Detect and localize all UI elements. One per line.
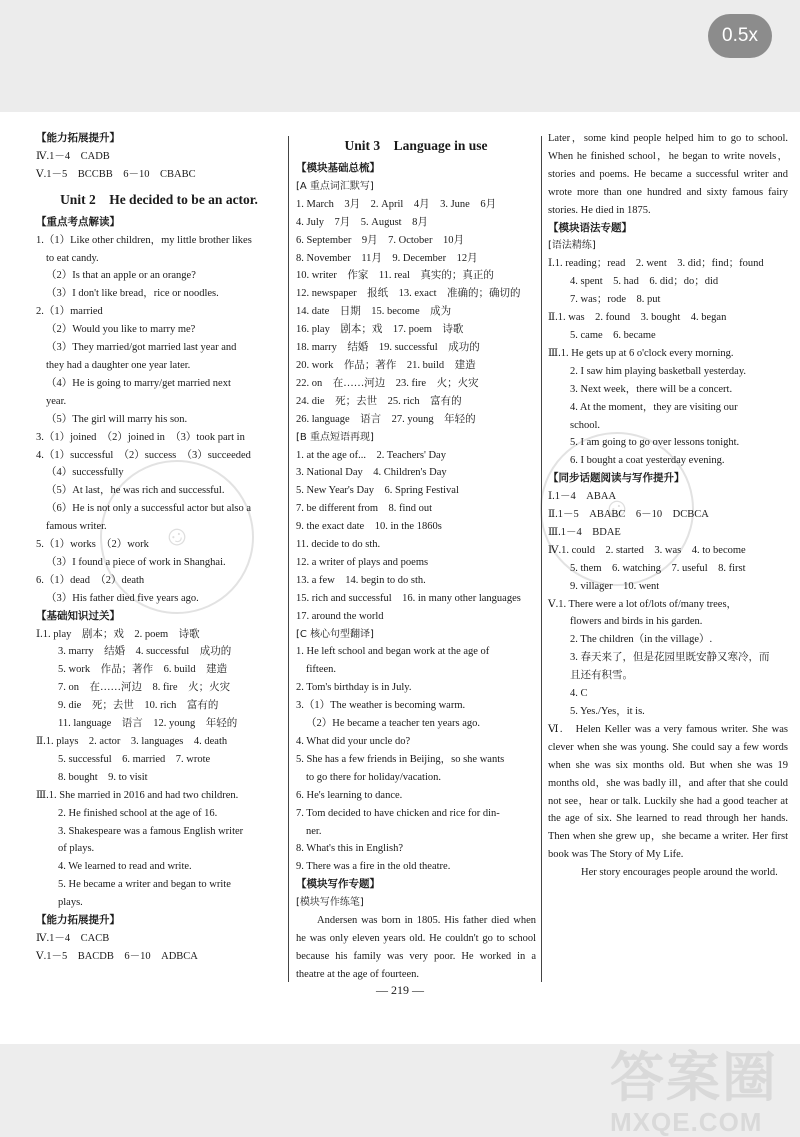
column-divider	[288, 136, 289, 982]
answer-line: 5. She has a few friends in Beijing，so she wants	[296, 753, 505, 765]
answer-line: 2. He finished school at the age of 16.	[58, 807, 218, 819]
answer-line: （3）I found a piece of work in Shanghai.	[46, 556, 226, 568]
section-heading: 【同步话题阅读与写作提升】	[548, 472, 685, 485]
answer-line: 3.（1）The weather is becoming warm.	[296, 700, 466, 712]
answer-line: to eat candy.	[46, 252, 99, 264]
answer-line: 4. At the moment，they are visiting our	[570, 401, 738, 413]
answer-line: 16. play 剧本；戏 17. poem 诗歌	[296, 324, 464, 336]
answer-line: 5. them 6. watching 7. useful 8. first	[570, 562, 746, 574]
answer-line: 6.（1）dead （2）death	[36, 574, 145, 586]
answer-line: flowers and birds in his garden.	[570, 616, 703, 628]
answer-line: school.	[570, 419, 601, 431]
answer-line: Ⅱ.1. plays 2. actor 3. languages 4. death	[36, 736, 228, 747]
answer-line: year.	[46, 395, 67, 407]
answer-line: Ⅰ.1. reading；read 2. went 3. did；find；found	[548, 258, 764, 270]
answer-line: 20. work 作品；著作 21. build 建造	[296, 359, 476, 371]
subsection-heading: [模块写作练笔]	[296, 897, 364, 909]
answer-line: 10. writer 作家 11. real 真实的；真正的	[296, 270, 494, 282]
section-heading: 【重点考点解读】	[36, 215, 120, 228]
answer-line: （4）He is going to marry/get married next	[46, 377, 231, 389]
subsection-heading: [A 重点词汇默写]	[296, 180, 374, 192]
answer-line: 4. July 7月 5. August 8月	[296, 216, 428, 228]
essay-paragraph: Later，some kind people helped him to go to school. When he finished school，he began to write novels，stories and poems. He became a successful writer and wrote more than one hundred and sixty famous fairy stories. He died in 1875.	[548, 133, 788, 216]
answer-line: 5. New Year's Day 6. Spring Festival	[296, 485, 459, 497]
answer-line: 2.（1）married	[36, 306, 103, 318]
answer-line: 9. the exact date 10. in the 1860s	[296, 521, 442, 533]
answer-line: 3. Shakespeare was a famous English writer	[58, 825, 244, 837]
answer-line: （3）They married/got married last year and	[46, 342, 237, 354]
answer-line: ner.	[306, 825, 322, 837]
answer-line: 5. I am going to go over lessons tonight.	[570, 437, 740, 449]
answer-line: 15. rich and successful 16. in many other languages	[296, 592, 521, 604]
essay-paragraph: Ⅵ. Helen Keller was a very famous writer. She was clever when she was young. She could say a few words when she was six months old. But when she was 19 months old，she was badly ill，and after that she could not see，hear or talk. Luckily she had a good teacher at the age of six. She learned to read through her hands. Then when she grew up，she became a writer. Her first book was The Story of My Life.	[548, 723, 788, 861]
answer-line: 3. National Day 4. Children's Day	[296, 467, 447, 479]
answer-line: （2）Would you like to marry me?	[46, 324, 196, 336]
zoom-level-button[interactable]: 0.5x	[708, 14, 772, 58]
answer-line: 2. Tom's birthday is in July.	[296, 682, 412, 694]
section-heading: 【模块基础总梳】	[296, 162, 380, 174]
answer-line: 1. at the age of... 2. Teachers' Day	[296, 449, 446, 461]
answer-line: 24. die 死；去世 25. rich 富有的	[296, 395, 462, 407]
column-middle	[296, 130, 536, 984]
answer-line: 7. on 在……河边 8. fire 火；火灾	[58, 682, 231, 694]
answer-line: 12. newspaper 报纸 13. exact 准确的；确切的	[296, 288, 521, 300]
answer-line: Ⅴ.1－5 BACDB 6－10 ADBCA	[36, 950, 198, 962]
section-heading: 【能力拓展提升】	[36, 132, 120, 144]
answer-line: 8. November 11月 9. December 12月	[296, 252, 478, 264]
answer-line: 2. The children（in the village）.	[570, 634, 713, 646]
stamp-watermark-left: ☺	[72, 432, 282, 642]
answer-line: 22. on 在……河边 23. fire 火；火灾	[296, 377, 479, 389]
answer-line: 8. What's this in English?	[296, 843, 403, 855]
answer-line: 13. a few 14. begin to do sth.	[296, 574, 426, 586]
column-left	[36, 130, 282, 966]
answer-line: 3. Next week，there will be a concert.	[570, 383, 733, 395]
answer-line: 7. Tom decided to have chicken and rice for din-	[296, 807, 500, 819]
answer-line: they had a daughter one year later.	[46, 359, 191, 371]
answer-line: 14. date 日期 15. become 成为	[296, 306, 452, 318]
answer-line: 11. decide to do sth.	[296, 539, 381, 551]
answer-line: （2）Is that an apple or an orange?	[46, 270, 196, 282]
answer-line: 6. I bought a coat yesterday evening.	[570, 455, 725, 467]
answer-line: to go there for holiday/vacation.	[306, 771, 441, 783]
answer-line: 7. be different from 8. find out	[296, 503, 432, 515]
answer-line: Ⅰ.1. play 剧本；戏 2. poem 诗歌	[36, 628, 200, 640]
logo-url: MXQE.COM	[610, 1107, 763, 1137]
answer-line: 5. came 6. became	[570, 329, 656, 341]
answer-line: 1. He left school and began work at the age of	[296, 646, 490, 658]
answer-line: 1. March 3月 2. April 4月 3. June 6月	[296, 198, 497, 210]
section-heading: 【基础知识过关】	[36, 609, 120, 622]
answer-line: （3）I don't like bread，rice or noodles.	[46, 288, 219, 300]
answer-line: 3.（1）joined （2）joined in （3）took part in	[36, 431, 245, 443]
answer-line: 17. around the world	[296, 610, 384, 622]
answer-line: （6）He is not only a successful actor but also a	[46, 503, 251, 515]
answer-line: plays.	[58, 897, 83, 909]
essay-paragraph: Andersen was born in 1805. His father died when he was only eleven years old. He couldn't go to school because his family was very poor. He worked in a theatre at the age of fourteen.	[296, 915, 536, 980]
answer-line: 3. marry 结婚 4. successful 成功的	[58, 646, 232, 658]
answer-line: Ⅳ.1. could 2. started 3. was 4. to become	[548, 544, 746, 556]
answer-line: 5.（1）works （2）work	[36, 539, 149, 551]
stamp-watermark-right: ☺	[512, 404, 722, 614]
column-right	[548, 130, 788, 882]
unit-title: Unit 3 Language in use	[344, 138, 488, 153]
answer-line: Ⅳ.1－4 CACB	[36, 932, 110, 944]
answer-line: 12. a writer of plays and poems	[296, 556, 429, 568]
answer-line: of plays.	[58, 843, 95, 855]
column-divider	[541, 136, 542, 982]
answer-line: 6. September 9月 7. October 10月	[296, 234, 464, 246]
answer-line: Ⅱ.1－5 ABABC 6－10 DCBCA	[548, 509, 709, 521]
unit-title: Unit 2 He decided to be an actor.	[60, 191, 258, 207]
viewer-toolbar	[0, 0, 800, 112]
answer-line: Ⅰ.1－4 ABAA	[548, 491, 617, 503]
answer-line: 4. C	[570, 688, 588, 700]
answer-line: 4. We learned to read and write.	[58, 861, 192, 873]
section-heading: 【模块语法专题】	[548, 221, 632, 234]
answer-line: Ⅲ.1. He gets up at 6 o'clock every morning.	[548, 347, 734, 359]
answer-line: 5. Yes./Yes，it is.	[570, 706, 645, 717]
answer-line: （3）His father died five years ago.	[46, 592, 199, 604]
answer-line: 11. language 语言 12. young 年轻的	[58, 718, 238, 730]
answer-line: 4.（1）successful （2）success （3）succeeded	[36, 449, 251, 461]
subsection-heading: [B 重点短语再现]	[296, 431, 374, 443]
site-logo-watermark	[610, 1048, 790, 1137]
answer-line: 9. There was a fire in the old theatre.	[296, 861, 451, 873]
answer-line: Ⅱ.1. was 2. found 3. bought 4. began	[548, 312, 727, 324]
answer-line: 18. marry 结婚 19. successful 成功的	[296, 342, 480, 354]
subsection-heading: [C 核心句型翻译]	[296, 628, 374, 640]
answer-line: 7. was；rode 8. put	[570, 294, 661, 306]
answer-line: 4. spent 5. had 6. did；do；did	[570, 276, 719, 288]
logo-text: 答案圈	[610, 1048, 778, 1108]
answer-line: （5）At last，he was rich and successful.	[46, 485, 225, 497]
answer-line: （4）successfully	[46, 467, 124, 479]
answer-line: 8. bought 9. to visit	[58, 771, 148, 783]
answer-line: Ⅳ.1－4 CADB	[36, 150, 110, 162]
answer-line: Ⅴ.1－5 BCCBB 6－10 CBABC	[36, 168, 196, 180]
answer-line: Ⅲ.1－4 BDAE	[548, 526, 621, 538]
answer-line: （2）He became a teacher ten years ago.	[306, 718, 481, 730]
answer-line: Ⅲ.1. She married in 2016 and had two children.	[36, 789, 239, 801]
essay-paragraph: Her story encourages people around the world.	[581, 867, 778, 879]
answer-line: famous writer.	[46, 521, 107, 533]
answer-line: 9. die 死；去世 10. rich 富有的	[58, 700, 219, 712]
answer-line: 26. language 语言 27. young 年轻的	[296, 413, 476, 425]
answer-line: （5）The girl will marry his son.	[46, 413, 188, 425]
answer-line: 5. successful 6. married 7. wrote	[58, 753, 211, 765]
answer-line: fifteen.	[306, 664, 337, 676]
subsection-heading: [语法精练]	[548, 240, 596, 252]
answer-line: 5. work 作品；著作 6. build 建造	[58, 664, 228, 676]
section-heading: 【模块写作专题】	[296, 878, 380, 891]
answer-line: 且还有积雪。	[570, 670, 633, 682]
answer-line: 6. He's learning to dance.	[296, 789, 403, 801]
answer-line: 5. He became a writer and began to write	[58, 879, 231, 891]
answer-line: 9. villager 10. went	[570, 580, 660, 592]
page-number: — 219 —	[376, 983, 424, 997]
answer-line: 1.（1）Like other children，my little brother likes	[36, 234, 252, 246]
answer-line: 2. I saw him playing basketball yesterday.	[570, 365, 747, 377]
answer-line: Ⅴ.1. There were a lot of/lots of/many trees，	[548, 598, 738, 610]
answer-page	[0, 112, 800, 1044]
answer-line: 4. What did your uncle do?	[296, 736, 411, 747]
answer-line: 3. 春天来了，但是花园里既安静又寒冷，而	[570, 652, 770, 664]
section-heading: 【能力拓展提升】	[36, 914, 120, 927]
